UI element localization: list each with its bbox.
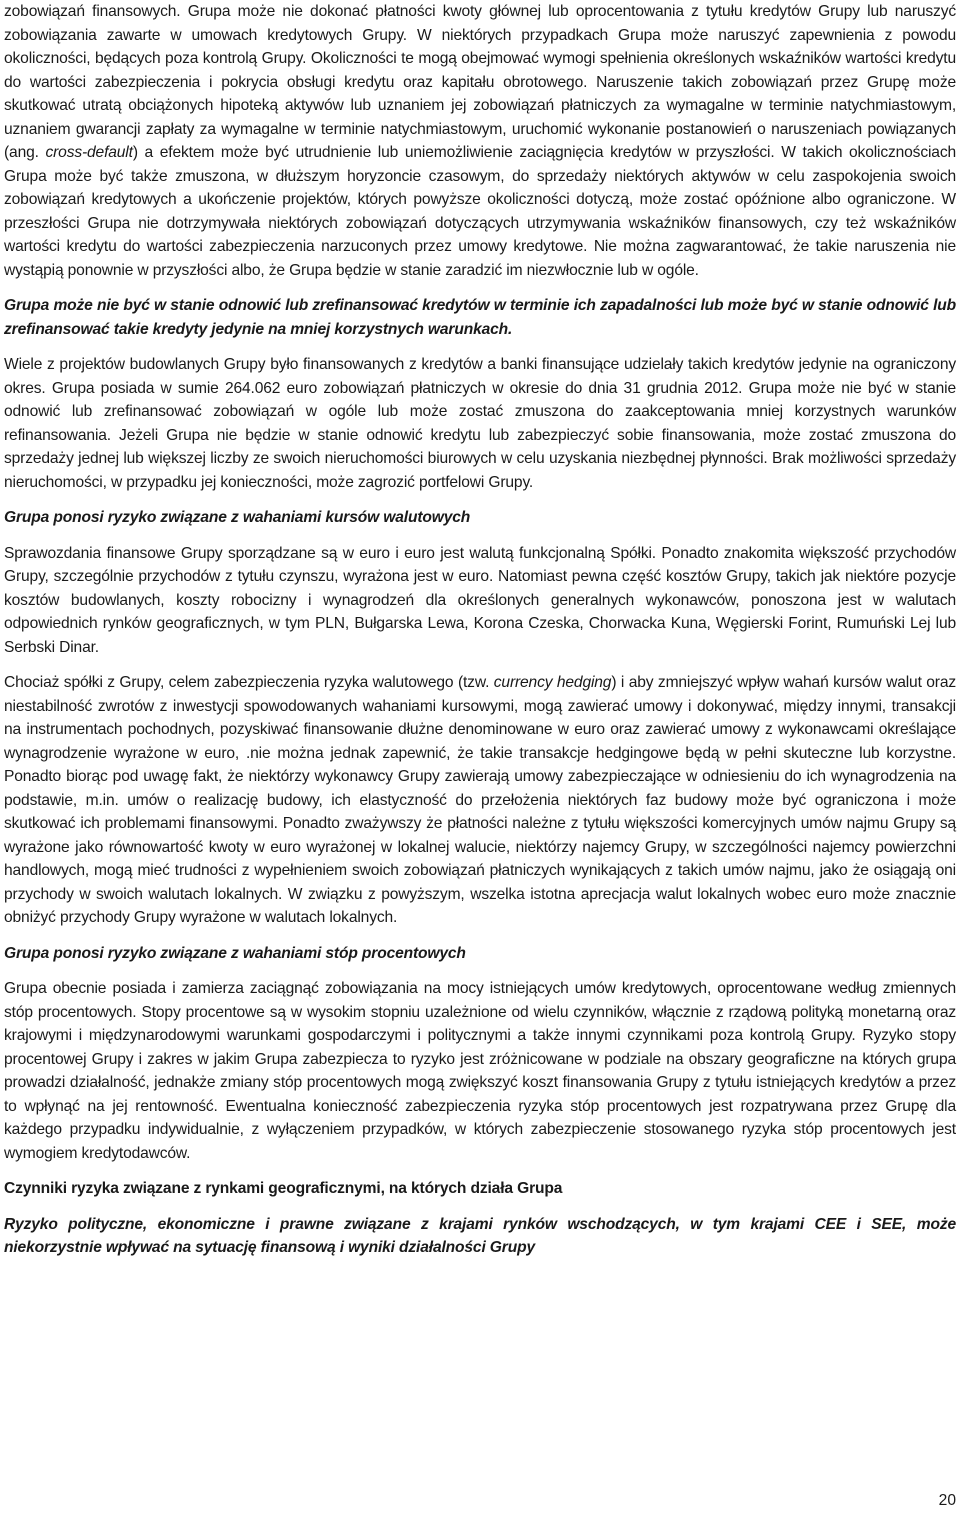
paragraph-currency-costs: Sprawozdania finansowe Grupy sporządzane są w euro i euro jest walutą funkcjonalną Spółki. Ponadto znakomita większość przychodów Grupy, szczególnie przychodów z tytułu czynszu, wyrażona jest w euro. Natomiast pewna część kosztów Grupy, takich jak niektóre pozycje kosztów budowlanych, koszty robocizny i wynagrodzeń dla określonych generalnych wykonawców, ponoszona jest w walutach odpowiednich rynków geograficznych, w tym PLN, Bułgarska Lewa, Korona Czeska, Chorwacka Kuna, Węgierski Forint, Rumuński Lej lub Serbski Dinar. — [4, 544, 956, 656]
heading-political-economic-risk: Ryzyko polityczne, ekonomiczne i prawne związane z krajami rynków wschodzących, w tym krajami CEE i SEE, może niekorzystnie wpływać na sytuację finansową i wyniki działalności Grupy — [4, 1215, 956, 1256]
paragraph-covenants-text-end: ) a efektem może być utrudnienie lub uniemożliwienie zaciągnięcia kredytów w przyszłości. W takich okolicznościach Grupa może być także zmuszona, w dłuższym horyzoncie czasowym, do sprzedaży niektórych aktywów w celu zaspokojenia swoich zobowiązań kredytowych a ukończenie projektów, których powyższe okoliczności dotyczą, może zostać opóźnione albo ograniczone. W przeszłości Grupa nie dotrzymywała niektórych zobowiązań dotyczących utrzymywania wskaźników finansowych, czy też wskaźników wartości kredytu do wartości zabezpieczenia narzuconych przez umowy kredytowe. Nie można zagwarantować, że takie naruszenia nie wystąpią ponownie w przyszłości albo, że Grupa będzie w stanie zaradzić im niezwłocznie lub w ogóle. — [4, 144, 956, 279]
paragraph-covenants-text: zobowiązań finansowych. Grupa może nie dokonać płatności kwoty głównej lub oprocentowania z tytułu kredytów Grupy lub naruszyć zobowiązania zawarte w umowach kredytowych Grupy. W niektórych przypadkach Grupa może naruszyć zapewnienia z powodu okoliczności, będących poza kontrolą Grupy. Okoliczności te mogą obejmować wymogi spełnienia określonych wskaźników wartości kredytu do wartości zabezpieczenia i pokrycia obsługi kredytu oraz kapitału obrotowego. Naruszenie takich zobowiązań przez Grupę może skutkować utratą obciążonych hipoteką aktywów lub uznaniem jej zobowiązań płatniczych za wymagalne w terminie natychmiastowym, uznaniem gwarancji zapłaty za wymagalne w terminie natychmiastowym, uruchomić wykonanie postanowień o naruszeniach powiązanych (ang. — [4, 3, 956, 161]
paragraph-covenants — [4, 0, 956, 282]
page-number: 20 — [938, 1492, 956, 1509]
document-page — [4, 0, 956, 1260]
paragraph-refinancing: Wiele z projektów budowlanych Grupy było finansowanych z kredytów a banki finansujące udzielały takich kredytów jedynie na ograniczony okres. Grupa posiada w sumie 264.062 euro zobowiązań płatniczych w okresie do dnia 31 grudnia 2012. Grupa może nie być w stanie odnowić lub zrefinansować zobowiązań w ogóle lub może zostać zmuszona do zaakceptowania mniej korzystnych warunków refinansowania. Jeżeli Grupa nie będzie w stanie odnowić kredytu lub zabezpieczyć sobie finansowania, może zostać zmuszona do sprzedaży jednej lub większej liczby ze swoich nieruchomości biurowych w celu uzyskania niezbędnej płynności. Brak możliwości sprzedaży nieruchomości, w przypadku jej konieczności, może zagrozić portfelowi Grupy. — [4, 356, 956, 491]
currency-hedging-term: currency hedging — [493, 674, 612, 691]
heading-geographic-risk-factors: Czynniki ryzyka związane z rynkami geograficznymi, na których działa Grupa — [4, 1180, 563, 1197]
heading-interest-rate-risk: Grupa ponosi ryzyko związane z wahaniami stóp procentowych — [4, 944, 466, 962]
cross-default-term: cross-default — [45, 144, 133, 161]
paragraph-currency-hedging-text-end: ) i aby zmniejszyć wpływ wahań kursów walut oraz niestabilność zwrotów z inwestycji spowodowanych wahaniami kursowymi, mogą zawierać umowy i dokonywać, między innymi, transakcji na instrumentach pochodnych, pozyskiwać finansowanie dłużne denominowane w euro oraz zawierać umowy z wykonawcami określające wynagrodzenie wyrażone w euro, .nie można jednak zapewnić, że takie transakcje hedgingowe będą w pełni skuteczne lub korzystne. Ponadto biorąc pod uwagę fakt, że niektórzy wykonawcy Grupy zawierają umowy zabezpieczające w odniesieniu do ich wynagrodzenia na podstawie, m.in. umów o realizację budowy, ich elastyczność do przełożenia niektórych faz budowy może być ograniczona i może skutkować ich problemami finansowymi. Ponadto zważywszy że płatności należne z tytułu większości komercyjnych umów najmu Grupy są wyrażone jako równowartość kwoty w euro wyrażonej w lokalnej walucie, niektórzy najemcy Grupy, w szczególności najemcy powierzchni handlowych, mogą mieć trudności z wypełnieniem swoich zobowiązań płatniczych wynikających z takich umów najmu, jako że osiągają oni przychody w swoich walutach lokalnych. W związku z powyższym, wszelka istotna aprecjacja walut lokalnych wobec euro może znacznie obniżyć przychody Grupy wyrażone w walutach lokalnych. — [4, 674, 957, 926]
paragraph-currency-hedging-text: Chociaż spółki z Grupy, celem zabezpieczenia ryzyka walutowego (tzw. — [4, 674, 494, 691]
heading-currency-risk: Grupa ponosi ryzyko związane z wahaniami kursów walutowych — [4, 509, 471, 526]
paragraph-currency-hedging — [4, 671, 956, 930]
heading-refinancing-risk: Grupa może nie być w stanie odnowić lub zrefinansować kredytów w terminie ich zapadalności lub może być w stanie odnowić lub zrefinansować takie kredyty jedynie na mniej korzystnych warunkach. — [4, 297, 956, 338]
paragraph-interest-rates: Grupa obecnie posiada i zamierza zaciągnąć zobowiązania na mocy istniejących umów kredytowych, oprocentowane według zmiennych stóp procentowych. Stopy procentowe są w wysokim stopniu uzależnione od wielu czynników, włącznie z rządową polityką monetarną oraz krajowymi i międzynarodowymi warunkami gospodarczymi i politycznymi a także innymi czynnikami poza kontrolą Grupy. Ryzyko stopy procentowej Grupy i zakres w jakim Grupa zabezpiecza to ryzyko jest zróżnicowane w podziale na obszary geograficzne na których grupa prowadzi działalność, jednakże zmiany stóp procentowych mogą zwiększyć koszt finansowania Grupy z tytułu istniejących kredytów a przez to wpłynąć na jej rentowność. Ewentualna konieczność zabezpieczenia ryzyka stóp procentowych jest rozpatrywana przez Grupę dla każdego przypadku indywidualnie, z wyłączeniem przypadków, w których zabezpieczenie stosowanego ryzyka stóp procentowych jest wymogiem kredytodawców. — [4, 980, 956, 1162]
